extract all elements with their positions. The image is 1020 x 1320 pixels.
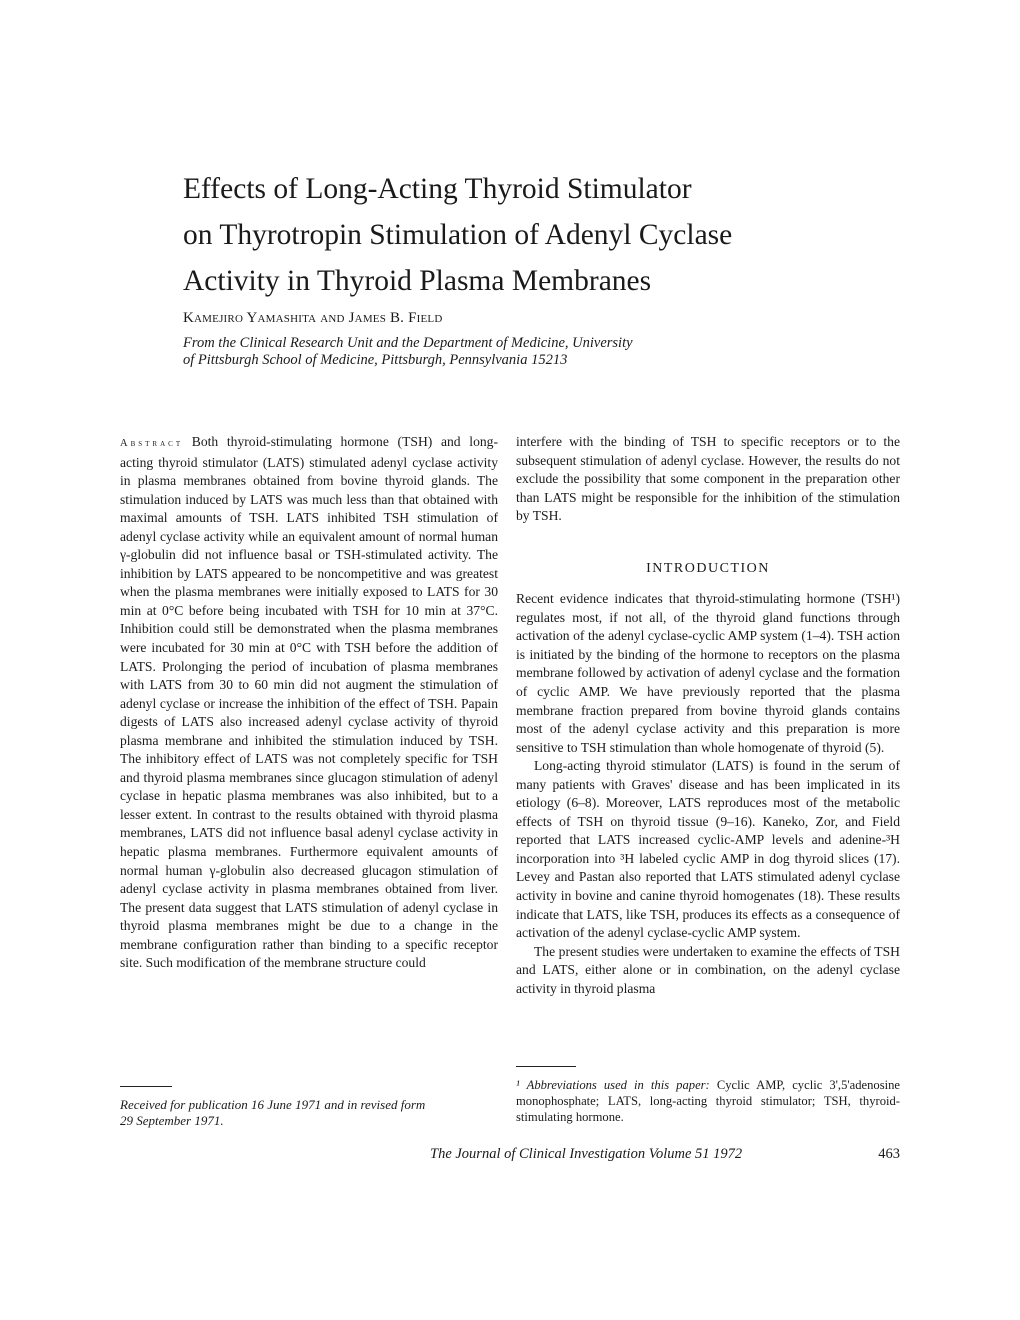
introduction-heading: INTRODUCTION: [646, 560, 770, 576]
abstract-label: Abstract: [120, 438, 184, 449]
footnote-rule-left: [120, 1086, 172, 1087]
intro-paragraph-2: Long-acting thyroid stimulator (LATS) is found in the serum of many patients with Graves' disease and has been implicated in its etiology (6–8). Moreover, LATS reproduces most of the metabolic effects of TSH on thyroid tissue (9–16). Kaneko, Zor, and Field reported that LATS increased cyclic-AMP levels and adenine-³H incorporation into ³H labeled cyclic AMP in dog thyroid slices (17). Levey and Pastan also reported that LATS stimulated adenyl cyclase activity in bovine and canine thyroid homogenates (18). These results indicate that LATS, like TSH, produces its effects as a consequence of activation of the adenyl cyclase-cyclic AMP system.: [516, 758, 900, 941]
right-column: [516, 433, 900, 998]
affiliation-line-1: From the Clinical Research Unit and the Department of Medicine, University: [183, 335, 633, 351]
received-note: [120, 1097, 498, 1129]
affiliation-line-2: of Pittsburgh School of Medicine, Pittsburgh, Pennsylvania 15213: [183, 352, 568, 368]
abstract-continued: interfere with the binding of TSH to specific receptors or to the subsequent stimulation of adenyl cyclase. However, the results do not exclude the possibility that some component in the preparation other than LATS might be responsible for the inhibition of the stimulation by TSH.: [516, 434, 900, 524]
title-line-3: Activity in Thyroid Plasma Membranes: [183, 265, 652, 297]
paper-title: [183, 166, 823, 304]
authors: Kamejiro Yamashita and James B. Field: [183, 310, 443, 326]
affiliation: [183, 335, 823, 369]
footnote-label: ¹ Abbreviations used in this paper:: [516, 1078, 710, 1092]
journal-footer: [430, 1146, 900, 1163]
title-line-2: on Thyrotropin Stimulation of Adenyl Cyclase: [183, 219, 733, 251]
journal-citation: The Journal of Clinical Investigation Volume 51 1972: [430, 1146, 743, 1162]
title-line-1: Effects of Long-Acting Thyroid Stimulator: [183, 173, 692, 205]
abstract-text: Both thyroid-stimulating hormone (TSH) and long-acting thyroid stimulator (LATS) stimulated adenyl cyclase activity in plasma membranes obtained from bovine thyroid glands. The stimulation induced by LATS was much less than that obtained with maximal amounts of TSH. LATS inhibited TSH stimulation of adenyl cyclase activity while an equivalent amount of normal human γ-globulin did not influence basal or TSH-stimulated activity. The inhibition by LATS appeared to be noncompetitive and was greatest when the plasma membranes were initially exposed to LATS for 30 min at 0°C before being incubated with TSH for 10 min at 37°C. Inhibition could still be demonstrated when the plasma membranes were incubated for 30 min at 0°C with TSH before the addition of LATS. Prolonging the period of incubation of plasma membranes with LATS from 30 to 60 min did not augment the stimulation of adenyl cyclase or increase the inhibition of the effect of TSH. Papain digests of LATS also increased adenyl cyclase activity of thyroid plasma membrane and inhibited the stimulation induced by TSH. The inhibitory effect of LATS was not completely specific for TSH and thyroid plasma membranes since glucagon stimulation of adenyl cyclase in hepatic plasma membranes was also inhibited, but to a lesser extent. In contrast to the results obtained with thyroid plasma membranes, LATS did not influence basal adenyl cyclase activity in hepatic plasma membranes. Furthermore equivalent amounts of normal human γ-globulin also decreased glucagon stimulation of adenyl cyclase activity in plasma membranes obtained from liver. The present data suggest that LATS stimulation of adenyl cyclase in thyroid plasma membranes might be due to a change in the membrane configuration rather than binding to a specific receptor site. Such modification of the membrane structure could: [120, 434, 498, 971]
received-line-1: Received for publication 16 June 1971 and in revised form: [120, 1097, 426, 1112]
footnote-text: Cyclic AMP, cyclic 3',5'adenosine monophosphate; LATS, long-acting thyroid stimulator; TSH, thyroid-stimulating hormone.: [516, 1078, 900, 1124]
abstract: [120, 433, 498, 973]
intro-paragraph-3: The present studies were undertaken to examine the effects of TSH and LATS, either alone or in combination, on the adenyl cyclase activity in thyroid plasma: [516, 943, 900, 996]
abbreviations-footnote: [516, 1077, 900, 1125]
received-line-2: 29 September 1971.: [120, 1113, 224, 1128]
page-number: 463: [878, 1146, 900, 1162]
intro-paragraph-1: Recent evidence indicates that thyroid-stimulating hormone (TSH¹) regulates most, if not all, of the thyroid gland functions through activation of the adenyl cyclase-cyclic AMP system (1–4). TSH action is initiated by the binding of the hormone to receptors on the plasma membrane followed by activation of adenyl cyclase and the formation of cyclic AMP. We have previously reported that the plasma membrane fraction prepared from bovine thyroid glands contains most of the adenyl cyclase activity and this preparation is more sensitive to TSH stimulation than whole homogenate of thyroid (5).: [516, 591, 900, 755]
footnote-rule-right: [516, 1066, 576, 1067]
left-column: [120, 433, 498, 973]
